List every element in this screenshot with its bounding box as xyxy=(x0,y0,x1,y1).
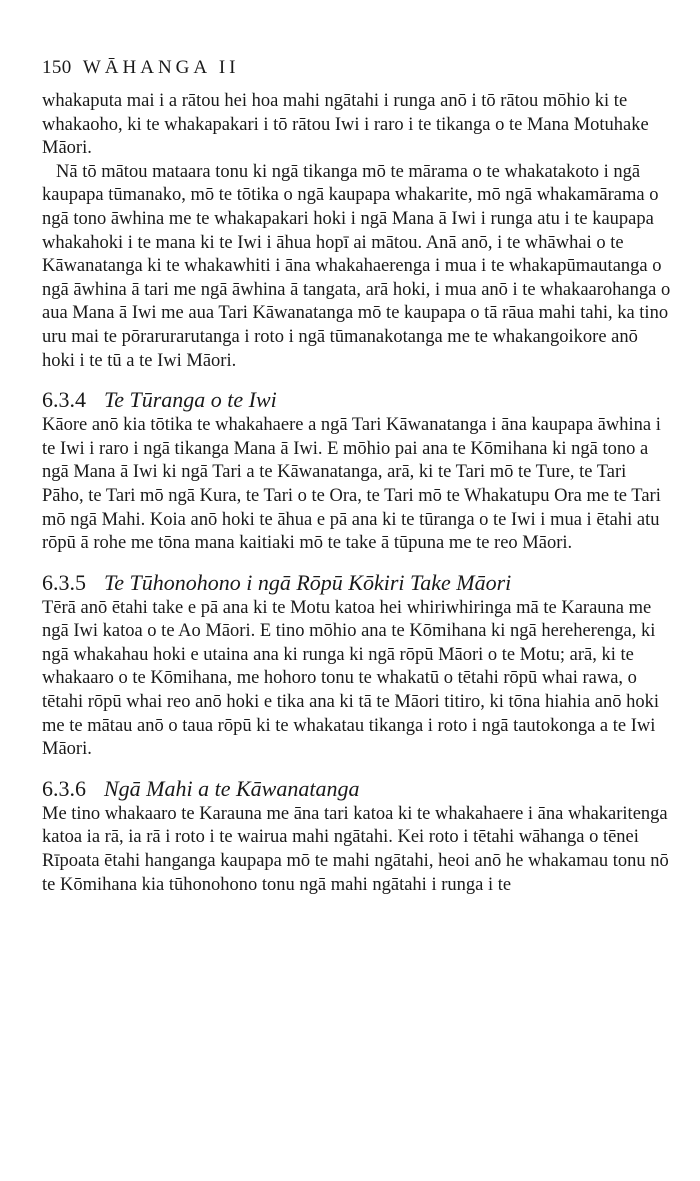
section-title: Te Tūranga o te Iwi xyxy=(104,387,277,413)
section-number: 6.3.5 xyxy=(42,569,86,595)
section-6-3-5 xyxy=(42,570,672,762)
section-body: Kāore anō kia tōtika te whakahaere a ngā Tari Kāwanatanga i āna kaupapa āwhina i te Iwi i raro i ngā tikanga Mana ā Iwi. E mōhio pai ana te Kōmihana ki ngā tono a ngā Mana ā Iwi ki ngā Tari a te Kāwanatanga, arā, ki te Tari mō te Ture, te Tari Pāho, te Tari mō ngā Kura, te Tari o te Ora, te Tari mō te Whakatupu Ora me te Tari mō ngā Mahi. Koia anō hoki te āhua e pā ana ki te tūranga o te Iwi i mua i ētahi atu rōpū ā rohe me tōna mana kaitiaki mō te take ā tūpuna me te reo Māori. xyxy=(42,415,661,554)
section-number: 6.3.6 xyxy=(42,775,86,801)
section-title: Te Tūhonohono i ngā Rōpū Kōkiri Take Māori xyxy=(104,569,512,595)
chapter-heading: WĀHANGA II xyxy=(82,57,240,78)
section-number: 6.3.4 xyxy=(42,387,86,413)
body-paragraph: Nā tō mātou mataara tonu ki ngā tikanga mō te mārama o te whakatakoto i ngā kaupapa tūmanako, mō te tōtika o ngā kaupapa whakarite, mō ngā whakamārama o ngā tono āwhina me te whakapakari hoki i ngā Mana ā Iwi i runga atu i te kaupapa whakahoki i te mana ki te Iwi i āhua hopī ai mātou. Anā anō, i te whāwhai o te Kāwanatanga ki te whakawhiti i āna whakahaerenga i mua i te whakapūmautanga o ngā āwhina ā tari me ngā āwhina ā tangata, arā hoki, i mua anō i te whakaarohanga o aua Mana ā Iwi me aua Tari Kāwanatanga mō te kaupapa o tā rāua mahi tahi, ka tino uru mai te pōrarurarutanga i roto i ngā tūmanakotanga me te whakangoikore anō hoki i te tū a te Iwi Māori. xyxy=(42,161,671,371)
section-6-3-6 xyxy=(42,776,672,897)
running-head xyxy=(42,56,672,80)
section-body: Me tino whakaaro te Karauna me āna tari katoa ki te whakahaere i āna whakaritenga katoa ia rā, ia rā i roto i te wairua mahi ngātahi. Kei roto i tētahi wāhanga o tēnei Rīpoata ētahi hanganga kaupapa mō te mahi ngātahi, heoi anō he whakamau tonu nō te Kōmihana kia tūhonohono tonu ngā mahi ngātahi i runga i te xyxy=(42,803,669,895)
page-number: 150 xyxy=(42,57,72,78)
book-page xyxy=(42,56,672,897)
section-title: Ngā Mahi a te Kāwanatanga xyxy=(104,775,360,801)
continued-paragraph: whakaputa mai i a rātou hei hoa mahi ngātahi i runga anō i tō rātou mōhio ki te whakaoho, ki te whakapakari i tō rātou Iwi i raro i te tikanga o te Mana Motuhake Māori. xyxy=(42,91,649,159)
section-6-3-4 xyxy=(42,387,672,556)
section-heading xyxy=(42,387,672,413)
section-heading xyxy=(42,570,672,596)
section-body: Tērā anō ētahi take e pā ana ki te Motu katoa hei whiriwhiringa mā te Karauna me ngā Iwi katoa o te Ao Māori. E tino mōhio ana te Kōmihana ki ngā hereherenga, ki ngā whakahau hoki e utaina ana ki runga ki ngā rōpū Māori o te Motu; arā, ki te whakaaro o te Kōmihana, me hohoro tonu te whakatū o tētahi rōpū whai rawa, o tētahi rōpū whai reo anō hoki e tika ana ki tā te Māori titiro, ki tōna hiahia anō hoki me te mātau anō o taua rōpū ki te whakatau tikanga i roto i ngā tautokonga a te Iwi Māori. xyxy=(42,597,660,760)
section-heading xyxy=(42,776,672,802)
